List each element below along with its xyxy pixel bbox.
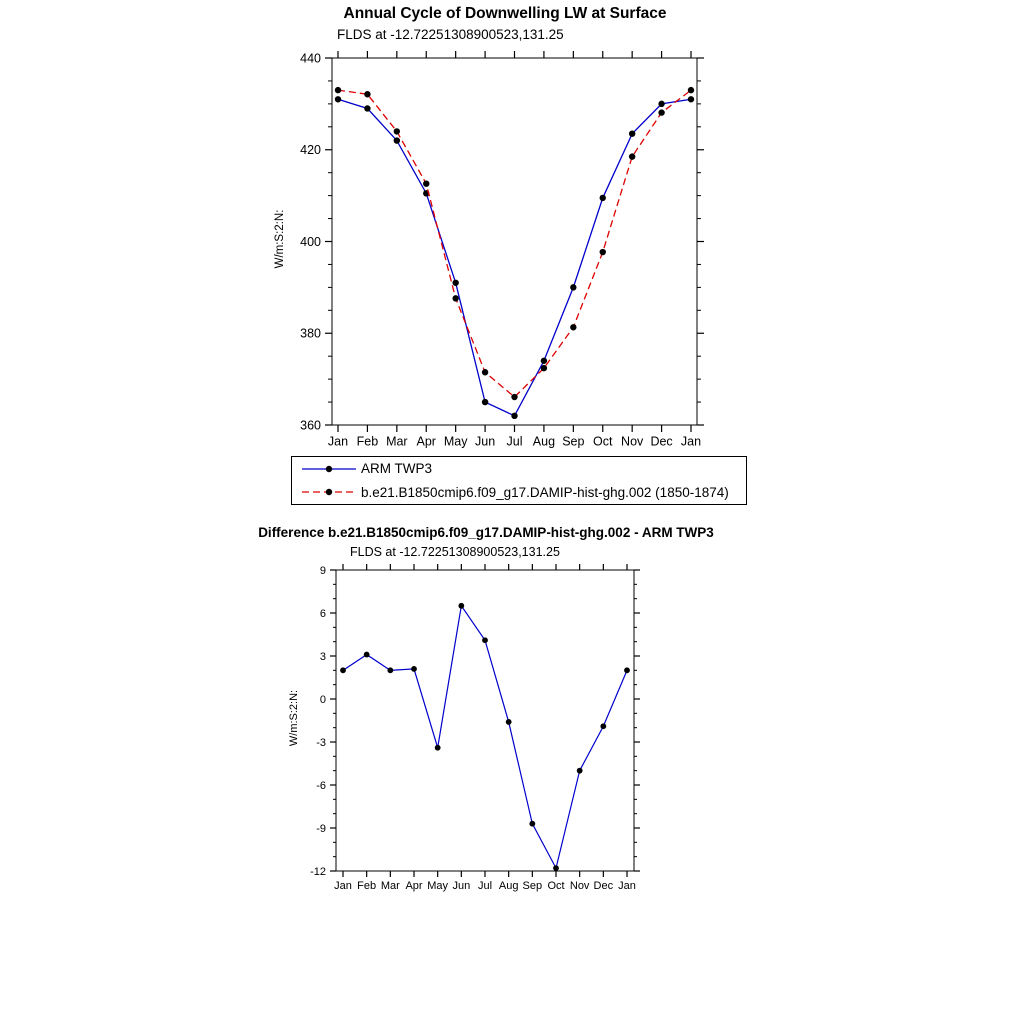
x-tick-label: Dec (650, 434, 673, 449)
data-point (452, 280, 458, 286)
plot-area (300, 51, 704, 449)
data-point (340, 667, 346, 673)
top-chart-title: Annual Cycle of Downwelling LW at Surface (343, 5, 667, 22)
difference-plot (270, 562, 690, 907)
x-tick-label: Sep (562, 434, 585, 449)
data-point (570, 324, 576, 330)
data-point (511, 394, 517, 400)
legend-line-sample-solid (300, 462, 358, 476)
legend-line-sample-dashed (300, 485, 358, 499)
data-point (458, 603, 464, 609)
data-point (688, 87, 694, 93)
data-point (570, 284, 576, 290)
data-point (394, 137, 400, 143)
x-tick-label: Jul (477, 880, 493, 892)
x-tick-label: Jan (327, 434, 349, 449)
data-point (629, 130, 635, 136)
y-tick-label: -12 (310, 865, 326, 878)
top-chart-subtitle: FLDS at -12.72251308900523,131.25 (337, 27, 564, 42)
x-tick-label: Feb (357, 880, 377, 892)
data-point (600, 249, 606, 255)
data-point (482, 637, 488, 643)
legend-entry-model (292, 481, 746, 505)
data-point (452, 295, 458, 301)
data-point (577, 768, 583, 774)
x-tick-label: Sep (522, 880, 543, 892)
annual-cycle-plot (260, 46, 740, 466)
data-point (688, 96, 694, 102)
legend-box (291, 456, 747, 505)
data-point (629, 153, 635, 159)
y-tick-label: 360 (300, 418, 321, 433)
y-tick-label: -6 (316, 779, 326, 792)
x-tick-label: May (427, 880, 449, 892)
x-tick-label: Apr (416, 434, 436, 449)
data-point (364, 91, 370, 97)
x-tick-label: Dec (593, 880, 614, 892)
y-tick-label: -3 (316, 736, 326, 749)
data-point (600, 723, 606, 729)
x-tick-label: Aug (532, 434, 556, 449)
x-tick-label: Jan (618, 880, 636, 892)
x-tick-label: Nov (569, 880, 590, 892)
y-tick-label: 6 (319, 607, 326, 620)
data-point (506, 719, 512, 725)
y-tick-label: 9 (319, 564, 326, 577)
x-tick-label: Mar (386, 434, 408, 449)
data-point (482, 369, 488, 375)
x-tick-label: Nov (621, 434, 644, 449)
data-point (482, 399, 488, 405)
y-tick-label: -9 (316, 822, 326, 835)
series-line (338, 90, 691, 397)
data-point (364, 105, 370, 111)
data-point (387, 667, 393, 673)
plot-border (332, 58, 697, 425)
legend-sample-marker-1 (326, 489, 332, 495)
y-tick-label: 400 (300, 234, 321, 249)
bottom-chart-subtitle: FLDS at -12.72251308900523,131.25 (350, 545, 560, 559)
y-tick-label: 440 (300, 51, 321, 66)
y-tick-label: 420 (300, 143, 321, 158)
x-tick-label: Jun (475, 434, 496, 449)
legend-entry-arm-twp3 (292, 457, 746, 481)
y-tick-label: 0 (319, 693, 326, 706)
legend-label-model: b.e21.B1850cmip6.f09_g17.DAMIP-hist-ghg.002 (1850-1874) (361, 484, 729, 500)
data-point (658, 109, 664, 115)
x-tick-label: Mar (380, 880, 400, 892)
bottom-chart-y-axis-label: W/m:S:2:N: (288, 689, 300, 747)
data-point (411, 666, 417, 672)
legend-sample-marker-0 (326, 466, 332, 472)
x-tick-label: May (443, 434, 468, 449)
data-point (541, 365, 547, 371)
top-chart-y-axis-label: W/m:S:2:N: (274, 209, 286, 269)
data-point (658, 101, 664, 107)
data-point (541, 358, 547, 364)
data-point (600, 195, 606, 201)
series-line (338, 99, 691, 416)
plot-area (310, 564, 640, 892)
data-point (364, 652, 370, 658)
x-tick-label: Apr (405, 880, 423, 892)
x-tick-label: Aug (498, 880, 519, 892)
data-point (624, 667, 630, 673)
bottom-chart-title: Difference b.e21.B1850cmip6.f09_g17.DAMIP-hist-ghg.002 - ARM TWP3 (258, 525, 714, 540)
x-tick-label: Jun (452, 880, 471, 892)
data-point (335, 87, 341, 93)
data-point (335, 96, 341, 102)
series-line (343, 606, 627, 868)
data-point (435, 745, 441, 751)
x-tick-label: Feb (356, 434, 379, 449)
data-point (553, 865, 559, 871)
x-tick-label: Jan (680, 434, 702, 449)
x-tick-label: Jan (334, 880, 352, 892)
x-tick-label: Oct (593, 434, 613, 449)
x-tick-label: Oct (547, 880, 565, 892)
x-tick-label: Jul (506, 434, 523, 449)
y-tick-label: 3 (319, 650, 326, 663)
data-point (394, 128, 400, 134)
y-tick-label: 380 (300, 326, 321, 341)
data-point (529, 821, 535, 827)
plot-border (336, 570, 634, 871)
data-point (423, 180, 429, 186)
data-point (511, 413, 517, 419)
legend-label-arm-twp3: ARM TWP3 (361, 461, 433, 477)
